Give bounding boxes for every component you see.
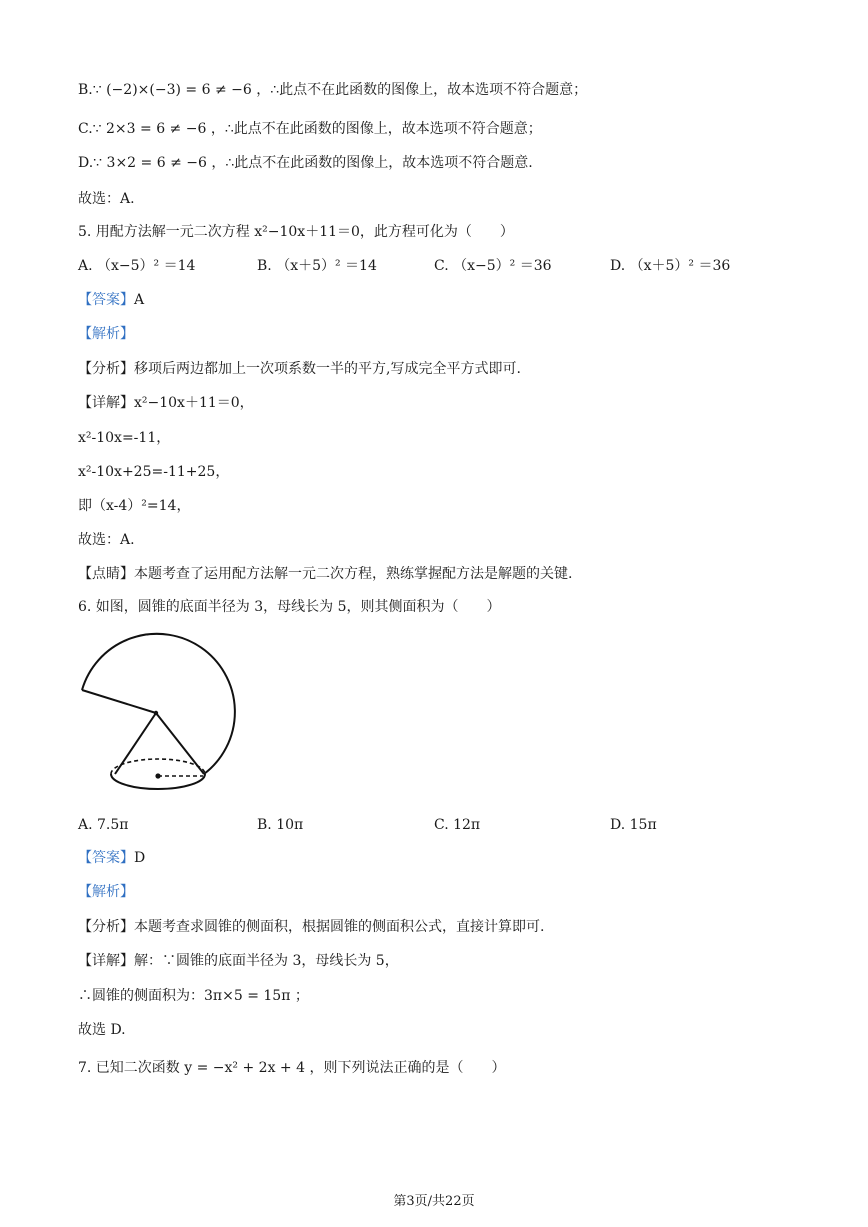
q5-choose: 故选：A.: [78, 532, 135, 548]
q5-jiexi: 【解析】: [78, 326, 134, 342]
analysis-tag: 【分析】: [78, 919, 134, 935]
analysis-text: 本题考查求圆锥的侧面积，根据圆锥的侧面积公式，直接计算即可.: [134, 919, 545, 935]
option-b-line: B.∵ (−2)×(−3) = 6 ≠ −6 ，∴此点不在此函数的图像上，故本选项不符合题意；: [78, 82, 588, 98]
choose-a-line: 故选：A.: [78, 191, 135, 207]
q6-option-b: B. 10π: [257, 817, 304, 833]
q6-option-a: A. 7.5π: [78, 817, 129, 833]
q5-stem: 5. 用配方法解一元二次方程 x²−10x＋11＝0，此方程可化为（ ）: [78, 224, 514, 240]
q6-answer: [78, 848, 145, 868]
q5-option-a: A. （x−5）² ＝14: [78, 258, 196, 274]
q5-option-d: D. （x＋5）² ＝36: [610, 258, 731, 274]
answer-value: D: [134, 850, 146, 866]
option-d-line: D.∵ 3×2 = 6 ≠ −6 ，∴此点不在此函数的图像上，故本选项不符合题意.: [78, 155, 533, 171]
sector-arc: [82, 634, 235, 774]
analysis-text: 移项后两边都加上一次项系数一半的平方,写成完全平方式即可.: [134, 361, 521, 377]
comment-tag: 【点睛】: [78, 566, 134, 582]
apex-dot: [154, 711, 158, 715]
analysis-tag: 【分析】: [78, 361, 134, 377]
comment-text: 本题考查了运用配方法解一元二次方程，熟练掌握配方法是解题的关键.: [134, 566, 573, 582]
q5-step3: 即（x-4）²=14，: [78, 498, 191, 514]
detail-tag: 【详解】: [78, 395, 134, 411]
sector-radius-line: [82, 690, 156, 713]
q6-analysis: [78, 917, 544, 937]
q5-step1: x²-10x=-11，: [78, 430, 171, 446]
q6-option-c: C. 12π: [434, 817, 481, 833]
detail-tag: 【详解】: [78, 953, 134, 969]
q5-analysis: [78, 359, 521, 379]
q6-step1: ∴圆锥的侧面积为：3π×5 = 15π ；: [78, 988, 309, 1004]
q5-option-b: B. （x＋5）² ＝14: [257, 258, 377, 274]
q6-option-d: D. 15π: [610, 817, 657, 833]
q6-choose: 故选 D.: [78, 1022, 126, 1038]
answer-tag: 【答案】: [78, 850, 134, 866]
cone-base-back: [111, 759, 205, 774]
q5-step2: x²-10x+25=-11+25，: [78, 464, 230, 480]
q5-comment: [78, 564, 572, 584]
detail-text: x²−10x＋11＝0，: [134, 395, 254, 411]
answer-tag: 【答案】: [78, 292, 134, 308]
page-footer: 第3页/共22页: [393, 1194, 475, 1209]
q5-detail: [78, 393, 254, 413]
detail-text: 解：∵圆锥的底面半径为 3，母线长为 5，: [134, 953, 399, 969]
q6-detail: [78, 951, 399, 971]
answer-value: A: [134, 292, 145, 308]
cone-figure: [76, 632, 246, 812]
q6-jiexi: 【解析】: [78, 884, 134, 900]
q6-stem: 6. 如图，圆锥的底面半径为 3，母线长为 5，则其侧面积为（ ）: [78, 599, 501, 615]
q7-stem: 7. 已知二次函数 y = −x² + 2x + 4 ，则下列说法正确的是（ ）: [78, 1060, 506, 1076]
base-center-dot: [155, 773, 160, 778]
option-c-line: C.∵ 2×3 = 6 ≠ −6 ，∴此点不在此函数的图像上，故本选项不符合题意；: [78, 121, 542, 137]
q5-option-c: C. （x−5）² ＝36: [434, 258, 552, 274]
q5-answer: [78, 290, 144, 310]
